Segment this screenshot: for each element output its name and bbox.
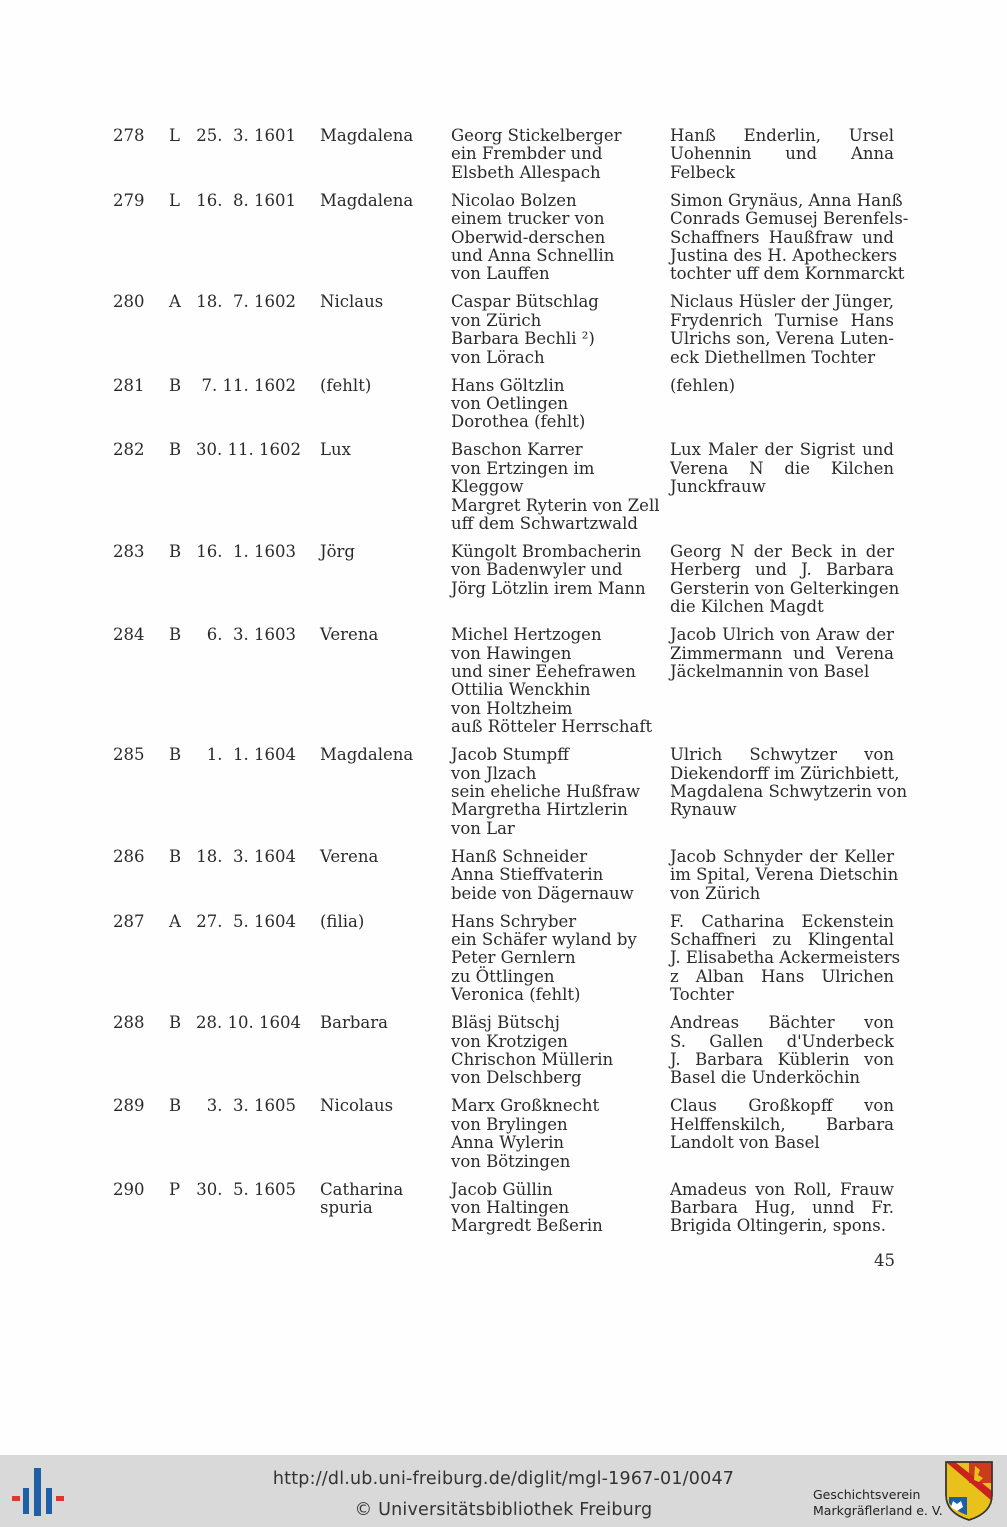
parents-line: Hans Göltzlin — [451, 375, 565, 395]
parents-line: von Hawingen — [451, 643, 572, 663]
parents-line: von Lörach — [451, 347, 545, 367]
godparents-line: Georg N der Beck in der — [670, 542, 894, 561]
entry-category: A — [169, 911, 181, 931]
parents-line: Chrischon Müllerin — [451, 1050, 614, 1069]
parents-line: beide von Dägernauw — [451, 883, 634, 903]
godparents-line: Diekendorff im Zürichbiett, — [670, 763, 900, 783]
child-name-line: (fehlt) — [320, 375, 372, 395]
register-entry — [0, 1014, 1007, 1088]
godparents-line: Barbara Hug, unnd Fr. — [670, 1198, 894, 1217]
parents-line: Anna Wylerin — [451, 1133, 565, 1153]
parents-line: uff dem Schwartzwald — [451, 514, 638, 534]
parents-line: von Bötzingen — [451, 1151, 571, 1171]
parents-line: Küngolt Brombacherin — [451, 542, 642, 561]
godparents — [670, 626, 894, 681]
parents-line: von Krotzigen — [451, 1031, 568, 1051]
godparents-line: die Kilchen Magdt — [670, 597, 824, 617]
godparents-line: z Alban Hans Ulrichen — [670, 966, 894, 986]
child-name-line: spuria — [320, 1198, 373, 1217]
parents-line: von Delschberg — [451, 1068, 582, 1088]
parents-line: einem trucker von — [451, 209, 605, 229]
godparents-line: J. Elisabetha Ackermeisters — [670, 948, 901, 968]
entry-number: 287 — [113, 911, 145, 931]
parents-line: von Lar — [451, 818, 515, 838]
parents-line: von Lauffen — [451, 264, 550, 284]
child-name-line: Magdalena — [320, 745, 414, 765]
parents-line: und siner Eehefrawen — [451, 662, 636, 681]
godparents-line: Ulrich Schwytzer von — [670, 745, 894, 765]
parents-line: ein Frembder und — [451, 144, 603, 164]
godparents-line: Ulrichs son, Verena Luten- — [670, 329, 894, 349]
parents-line: ein Schäfer wyland by — [451, 930, 637, 949]
entry-category: P — [169, 1179, 181, 1199]
godparents-line: Zimmermann und Verena — [670, 643, 894, 663]
entry-date: 25. 3. 1601 — [196, 126, 296, 145]
parents-line: und Anna Schnellin — [451, 246, 615, 266]
entry-date: 18. 3. 1604 — [196, 846, 296, 866]
entry-category: B — [169, 846, 182, 866]
child-name — [320, 1097, 393, 1115]
parents-line: Elsbeth Allespach — [451, 162, 601, 182]
entry-date: 27. 5. 1604 — [196, 911, 296, 931]
parents — [451, 377, 585, 432]
godparents-line: Schaffneri zu Klingental — [670, 930, 894, 949]
entry-date: 30. 5. 1605 — [196, 1179, 296, 1199]
child-name — [320, 848, 378, 866]
parents-line: Baschon Karrer — [451, 440, 583, 460]
child-name — [320, 543, 355, 561]
parents-line: Bläsj Bütschj — [451, 1013, 560, 1033]
child-name-line: (filia) — [320, 911, 365, 931]
godparents — [670, 293, 894, 367]
parents-line: Hanß Schneider — [451, 846, 588, 866]
godparents-line: Niclaus Hüsler der Jünger, — [670, 292, 894, 312]
parents-line: von Jlzach — [451, 763, 537, 783]
godparents-line: Simon Grynäus, Anna Hanß — [670, 190, 903, 210]
godparents-line: Schaffners Haußfraw und — [670, 227, 894, 247]
godparents-line: Verena N die Kilchen — [670, 458, 894, 478]
godparents-line: Felbeck — [670, 162, 736, 182]
society-name — [813, 1487, 943, 1519]
parents-line: zu Öttlingen — [451, 966, 555, 986]
entry-date: 1. 1. 1604 — [206, 745, 296, 765]
register-entry — [0, 746, 1007, 838]
register-entry — [0, 1097, 1007, 1171]
godparents — [670, 377, 894, 395]
godparents-line: Jäckelmannin von Basel — [670, 662, 870, 681]
godparents-line: Rynauw — [670, 800, 737, 820]
child-name-line: Magdalena — [320, 126, 414, 145]
entry-number: 288 — [113, 1013, 145, 1033]
godparents-line: im Spital, Verena Dietschin — [670, 865, 899, 885]
permalink-url[interactable]: http://dl.ub.uni-freiburg.de/diglit/mgl-1967-01/0047 — [272, 1469, 735, 1489]
entry-number: 282 — [113, 440, 145, 460]
godparents-line: Helffenskilch, Barbara — [670, 1114, 894, 1134]
parents-line: Margredt Beßerin — [451, 1216, 603, 1236]
child-name-line: Niclaus — [320, 292, 384, 312]
parents-line: Anna Stieffvaterin — [451, 865, 604, 885]
godparents-line: Jacob Ulrich von Araw der — [670, 625, 894, 645]
viewer-footer — [0, 1455, 1007, 1527]
parents — [451, 192, 614, 284]
entry-category: L — [169, 126, 180, 145]
godparents — [670, 127, 894, 182]
coat-of-arms-icon[interactable] — [945, 1461, 993, 1521]
godparents — [670, 1014, 894, 1088]
entry-date: 16. 8. 1601 — [196, 190, 296, 210]
entry-category: A — [169, 292, 181, 312]
child-name-line: Verena — [320, 625, 379, 645]
register-entry — [0, 913, 1007, 1005]
godparents-line: F. Catharina Eckenstein — [670, 911, 894, 931]
godparents-line: Conrads Gemusej Berenfels- — [670, 209, 909, 229]
parents-line: Nicolao Bolzen — [451, 190, 577, 210]
copyright-notice: © Universitätsbibliothek Freiburg — [354, 1500, 653, 1520]
parents-line: von Zürich — [451, 310, 542, 330]
register-entry — [0, 293, 1007, 367]
parents-line: von Badenwyler und — [451, 560, 623, 580]
godparents-line: Herberg und J. Barbara — [670, 560, 894, 580]
parents-line: Barbara Bechli ²) — [451, 329, 595, 349]
parents — [451, 913, 637, 1005]
child-name-line: Jörg — [320, 542, 355, 561]
child-name — [320, 192, 413, 210]
entry-number: 286 — [113, 846, 145, 866]
godparents-line: Uohennin und Anna — [670, 144, 894, 164]
parents — [451, 1097, 599, 1171]
entry-date: 30. 11. 1602 — [196, 440, 301, 460]
child-name-line: Verena — [320, 846, 379, 866]
entry-number: 285 — [113, 745, 145, 765]
parents-line: Hans Schryber — [451, 911, 577, 931]
child-name — [320, 626, 378, 644]
parents-line: Jacob Güllin — [451, 1179, 553, 1199]
entry-category: B — [169, 625, 182, 645]
parents-line: Georg Stickelberger — [451, 126, 622, 145]
parents-line: von Oetlingen — [451, 394, 569, 413]
register-entry — [0, 377, 1007, 432]
parents-line: Caspar Bütschlag — [451, 292, 599, 312]
register-entry — [0, 1181, 1007, 1236]
parents-line: von Holtzheim — [451, 698, 573, 718]
godparents-line: Landolt von Basel — [670, 1133, 820, 1153]
godparents-line: eck Diethellmen Tochter — [670, 347, 876, 367]
parents-line: von Brylingen — [451, 1114, 568, 1134]
child-name-line: Lux — [320, 440, 351, 460]
entry-date: 7. 11. 1602 — [201, 375, 296, 395]
parents-line: Jacob Stumpff — [451, 745, 569, 765]
godparents-line: Lux Maler der Sigrist und — [670, 440, 894, 460]
godparents-line: J. Barbara Küblerin von — [670, 1050, 894, 1069]
register-entry — [0, 127, 1007, 182]
entry-category: B — [169, 375, 182, 395]
child-name-line: Barbara — [320, 1013, 388, 1033]
godparents — [670, 846, 899, 903]
godparents-line: Frydenrich Turnise Hans — [670, 310, 894, 330]
entry-number: 280 — [113, 292, 145, 312]
child-name — [320, 746, 413, 764]
entry-number: 279 — [113, 190, 145, 210]
parents — [451, 1181, 603, 1236]
entry-number: 283 — [113, 542, 145, 561]
entry-category: L — [169, 190, 180, 210]
godparents-line: Jacob Schnyder der Keller — [670, 846, 894, 866]
child-name — [320, 1014, 388, 1032]
godparents-line: S. Gallen d'Underbeck — [670, 1031, 894, 1051]
page-number: 45 — [874, 1251, 895, 1270]
entry-category: B — [169, 745, 182, 765]
parents-line: Michel Hertzogen — [451, 625, 602, 645]
godparents-line: Claus Großkopff von — [670, 1096, 894, 1116]
entry-number: 278 — [113, 126, 145, 145]
godparents-line: Hanß Enderlin, Ursel — [670, 126, 894, 145]
parents-line: Kleggow — [451, 477, 524, 497]
entry-number: 281 — [113, 375, 145, 395]
parents-line: Jörg Lötzlin irem Mann — [451, 578, 646, 598]
godparents — [670, 1181, 894, 1236]
child-name-line: Magdalena — [320, 190, 414, 210]
parents — [451, 626, 652, 736]
entry-date: 3. 3. 1605 — [206, 1096, 296, 1116]
child-name-line: Nicolaus — [320, 1096, 394, 1116]
entry-date: 28. 10. 1604 — [196, 1013, 301, 1033]
entry-date: 18. 7. 1602 — [196, 292, 296, 312]
godparents-line: Junckfrauw — [670, 477, 766, 497]
parents-line: auß Rötteler Herrschaft — [451, 717, 653, 737]
godparents-line: Amadeus von Roll, Frauw — [670, 1179, 894, 1199]
child-name — [320, 913, 364, 931]
child-name — [320, 293, 383, 311]
child-name — [320, 1181, 403, 1218]
society-name-line-1: Geschichtsverein — [813, 1487, 921, 1502]
godparents — [670, 1097, 894, 1152]
entry-category: B — [169, 1096, 182, 1116]
godparents-line: Basel die Underköchin — [670, 1068, 861, 1088]
entry-category: B — [169, 1013, 182, 1033]
godparents-line: von Zürich — [670, 883, 761, 903]
society-name-line-2: Markgräflerland e. V. — [813, 1503, 943, 1518]
entry-number: 289 — [113, 1096, 145, 1116]
godparents-line: Justina des H. Apotheckers — [670, 246, 898, 266]
entry-date: 16. 1. 1603 — [196, 542, 296, 561]
parents — [451, 127, 622, 182]
godparents — [670, 542, 900, 617]
parents-line: Dorothea (fehlt) — [451, 412, 586, 432]
parents-line: von Ertzingen im — [451, 458, 595, 478]
godparents-line: Gersterin von Gelterkingen — [670, 578, 900, 598]
godparents-line: tochter uff dem Kornmarckt — [670, 264, 905, 284]
parents — [451, 293, 599, 367]
parents-line: von Haltingen — [451, 1198, 570, 1217]
entry-number: 290 — [113, 1179, 145, 1199]
child-name-line: Catharina — [320, 1179, 404, 1199]
parents-line: sein eheliche Hußfraw — [451, 782, 640, 801]
child-name — [320, 127, 413, 145]
child-name — [320, 441, 351, 459]
entry-category: B — [169, 440, 182, 460]
parents — [451, 441, 660, 533]
entry-date: 6. 3. 1603 — [206, 625, 296, 645]
parents-line: Margret Ryterin von Zell — [451, 495, 660, 515]
register-entry — [0, 441, 1007, 533]
parents — [451, 848, 634, 903]
parents-line: Peter Gernlern — [451, 948, 576, 968]
godparents — [670, 745, 908, 820]
register-entry — [0, 626, 1007, 736]
godparents — [670, 911, 901, 1005]
parents-line: Oberwid-derschen — [451, 227, 606, 247]
godparents-line: Magdalena Schwytzerin von — [670, 782, 908, 801]
parents — [451, 1014, 613, 1088]
register-entry — [0, 192, 1007, 284]
parents — [451, 543, 646, 598]
godparents-line: (fehlen) — [670, 375, 736, 395]
godparents — [670, 190, 909, 284]
register-entry — [0, 848, 1007, 903]
entry-category: B — [169, 542, 182, 561]
parents-line: Veronica (fehlt) — [451, 985, 581, 1005]
entry-number: 284 — [113, 625, 145, 645]
parents — [451, 746, 640, 838]
parents-line: Margretha Hirtzlerin — [451, 800, 628, 820]
godparents-line: Andreas Bächter von — [670, 1013, 894, 1033]
godparents — [670, 441, 894, 496]
child-name — [320, 377, 371, 395]
godparents-line: Brigida Oltingerin, spons. — [670, 1216, 887, 1236]
parents-line: Ottilia Wenckhin — [451, 680, 591, 700]
godparents-line: Tochter — [670, 985, 734, 1005]
parents-line: Marx Großknecht — [451, 1096, 600, 1116]
register-entry — [0, 543, 1007, 617]
